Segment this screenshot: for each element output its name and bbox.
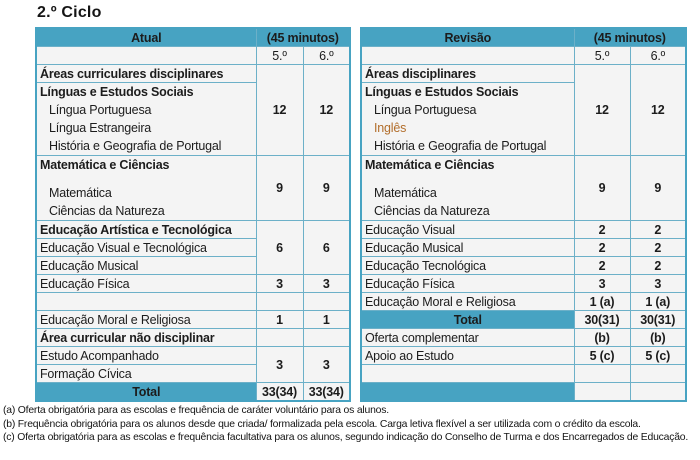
apoio-hours-6: 5 (c) bbox=[630, 347, 686, 365]
row-moral-religiosa bbox=[36, 311, 350, 329]
footnotes bbox=[3, 404, 699, 445]
ciencias-natureza-label: Ciências da Natureza bbox=[49, 204, 165, 218]
year-6-header: 6.º bbox=[303, 47, 350, 65]
empty-cell bbox=[303, 329, 350, 347]
areas-curriculares-label: Áreas curriculares disciplinares bbox=[36, 65, 256, 83]
linguas-block bbox=[361, 83, 574, 156]
moral-hours-6: 1 (a) bbox=[630, 293, 686, 311]
fisica-hours-6: 3 bbox=[630, 275, 686, 293]
row-apoio-estudo bbox=[361, 347, 686, 365]
musical-hours-5: 2 bbox=[574, 239, 630, 257]
educacao-musical-label: Educação Musical bbox=[36, 257, 256, 275]
row-areas-disciplinares bbox=[361, 65, 686, 83]
spacer bbox=[365, 174, 571, 184]
fisica-hours-5: 3 bbox=[574, 275, 630, 293]
empty-cell bbox=[256, 329, 303, 347]
total-hours-5: 33(34) bbox=[256, 383, 303, 402]
artistica-header: Educação Artística e Tecnológica bbox=[36, 221, 256, 239]
areas-disciplinares-label: Áreas disciplinares bbox=[361, 65, 574, 83]
row-moral-religiosa bbox=[361, 293, 686, 311]
formacao-civica-label: Formação Cívica bbox=[36, 365, 256, 383]
musical-hours-6: 2 bbox=[630, 239, 686, 257]
matematica-block bbox=[36, 156, 256, 221]
matematica-ciencias-header: Matemática e Ciências bbox=[40, 158, 170, 172]
empty-cell bbox=[36, 293, 256, 311]
empty-cell bbox=[630, 383, 686, 402]
oferta-hours-5: (b) bbox=[574, 329, 630, 347]
educacao-fisica-label: Educação Física bbox=[361, 275, 574, 293]
linguas-hours-5: 12 bbox=[574, 65, 630, 156]
year-header-row bbox=[36, 47, 350, 65]
fisica-hours-6: 3 bbox=[303, 275, 350, 293]
educacao-visual-label: Educação Visual bbox=[361, 221, 574, 239]
linguas-header: Línguas e Estudos Sociais bbox=[40, 85, 194, 99]
linguas-header: Línguas e Estudos Sociais bbox=[365, 85, 519, 99]
year-6-header: 6.º bbox=[630, 47, 686, 65]
nao-disciplinar-header: Área curricular não disciplinar bbox=[36, 329, 256, 347]
left-table-atual bbox=[35, 27, 351, 402]
moral-religiosa-label: Educação Moral e Religiosa bbox=[361, 293, 574, 311]
table-header-row bbox=[361, 28, 686, 47]
year-header-row bbox=[361, 47, 686, 65]
row-matematica-block bbox=[361, 156, 686, 221]
spacer bbox=[40, 174, 253, 184]
row-areas-curriculares bbox=[36, 65, 350, 83]
empty-cell bbox=[361, 47, 574, 65]
educacao-fisica-label: Educação Física bbox=[36, 275, 256, 293]
matematica-label: Matemática bbox=[49, 186, 112, 200]
empty-cell bbox=[574, 383, 630, 402]
right-table-revisao bbox=[360, 27, 687, 402]
estudo-acompanhado-label: Estudo Acompanhado bbox=[36, 347, 256, 365]
apoio-estudo-label: Apoio ao Estudo bbox=[361, 347, 574, 365]
total-hours-6: 33(34) bbox=[303, 383, 350, 402]
empty-cell bbox=[256, 293, 303, 311]
footnote-b: (b) Frequência obrigatória para os alunos desde que criada/ formalizada pela escola. Carga letiva flexível a ser utilizada com o crédito da escola. bbox=[3, 418, 641, 430]
row-educacao-musical bbox=[361, 239, 686, 257]
moral-hours-5: 1 bbox=[256, 311, 303, 329]
table-header-row bbox=[36, 28, 350, 47]
row-educacao-tecnologica bbox=[361, 257, 686, 275]
page-title: 2.º Ciclo bbox=[37, 4, 102, 21]
row-empty bbox=[36, 293, 350, 311]
matematica-hours-5: 9 bbox=[574, 156, 630, 221]
linguas-hours-6: 12 bbox=[303, 65, 350, 156]
row-empty bbox=[361, 365, 686, 383]
empty-cell bbox=[361, 365, 574, 383]
matematica-hours-6: 9 bbox=[630, 156, 686, 221]
visual-hours-6: 2 bbox=[630, 221, 686, 239]
lingua-portuguesa-label: Língua Portuguesa bbox=[49, 103, 152, 117]
linguas-hours-6: 12 bbox=[630, 65, 686, 156]
total-label: Total bbox=[36, 383, 256, 402]
footnote-a: (a) Oferta obrigatória para as escolas e frequência de caráter voluntário para os alunos. bbox=[3, 405, 389, 416]
artistica-hours-5: 6 bbox=[256, 221, 303, 275]
row-educacao-visual bbox=[361, 221, 686, 239]
tecnologica-hours-6: 2 bbox=[630, 257, 686, 275]
right-table-title: Revisão bbox=[361, 28, 574, 47]
matematica-ciencias-header: Matemática e Ciências bbox=[365, 158, 495, 172]
moral-religiosa-label: Educação Moral e Religiosa bbox=[36, 311, 256, 329]
educacao-musical-label: Educação Musical bbox=[361, 239, 574, 257]
row-educacao-fisica bbox=[361, 275, 686, 293]
year-5-header: 5.º bbox=[256, 47, 303, 65]
row-teal-footer bbox=[361, 383, 686, 402]
moral-hours-6: 1 bbox=[303, 311, 350, 329]
year-5-header: 5.º bbox=[574, 47, 630, 65]
row-nao-disciplinar bbox=[36, 329, 350, 347]
row-matematica-block bbox=[36, 156, 350, 221]
total-label: Total bbox=[361, 311, 574, 329]
empty-cell bbox=[303, 293, 350, 311]
oferta-complementar-label: Oferta complementar bbox=[361, 329, 574, 347]
lingua-estrangeira-label: Língua Estrangeira bbox=[49, 121, 152, 135]
right-duration-label: (45 minutos) bbox=[574, 28, 686, 47]
linguas-hours-5: 12 bbox=[256, 65, 303, 156]
ingles-label: Inglês bbox=[374, 121, 407, 135]
row-educacao-fisica bbox=[36, 275, 350, 293]
matematica-block bbox=[361, 156, 574, 221]
row-total bbox=[361, 311, 686, 329]
empty-cell bbox=[36, 47, 256, 65]
row-total bbox=[36, 383, 350, 402]
apoio-hours-5: 5 (c) bbox=[574, 347, 630, 365]
total-hours-6: 30(31) bbox=[630, 311, 686, 329]
educacao-tecnologica-label: Educação Tecnológica bbox=[361, 257, 574, 275]
oferta-hours-6: (b) bbox=[630, 329, 686, 347]
nao-disciplinar-hours-5: 3 bbox=[256, 347, 303, 383]
artistica-hours-6: 6 bbox=[303, 221, 350, 275]
footnote-c: (c) Oferta obrigatória para as escolas e frequência facultativa para os alunos, segundo indicação do Conselho de Turma e dos Encarregados de Educação. bbox=[3, 432, 689, 443]
moral-hours-5: 1 (a) bbox=[574, 293, 630, 311]
row-artistica-header bbox=[36, 221, 350, 239]
row-oferta-complementar bbox=[361, 329, 686, 347]
left-duration-label: (45 minutos) bbox=[256, 28, 350, 47]
teal-footer-cell bbox=[361, 383, 574, 402]
fisica-hours-5: 3 bbox=[256, 275, 303, 293]
empty-cell bbox=[574, 365, 630, 383]
matematica-label: Matemática bbox=[374, 186, 437, 200]
empty-cell bbox=[630, 365, 686, 383]
total-hours-5: 30(31) bbox=[574, 311, 630, 329]
nao-disciplinar-hours-6: 3 bbox=[303, 347, 350, 383]
visual-hours-5: 2 bbox=[574, 221, 630, 239]
lingua-portuguesa-label: Língua Portuguesa bbox=[374, 103, 477, 117]
ciencias-natureza-label: Ciências da Natureza bbox=[374, 204, 490, 218]
historia-geografia-label: História e Geografia de Portugal bbox=[49, 139, 222, 153]
matematica-hours-5: 9 bbox=[256, 156, 303, 221]
historia-geografia-label: História e Geografia de Portugal bbox=[374, 139, 547, 153]
matematica-hours-6: 9 bbox=[303, 156, 350, 221]
tecnologica-hours-5: 2 bbox=[574, 257, 630, 275]
linguas-block bbox=[36, 83, 256, 156]
row-estudo-acompanhado bbox=[36, 347, 350, 365]
left-table-title: Atual bbox=[36, 28, 256, 47]
educacao-visual-tecnologica-label: Educação Visual e Tecnológica bbox=[36, 239, 256, 257]
